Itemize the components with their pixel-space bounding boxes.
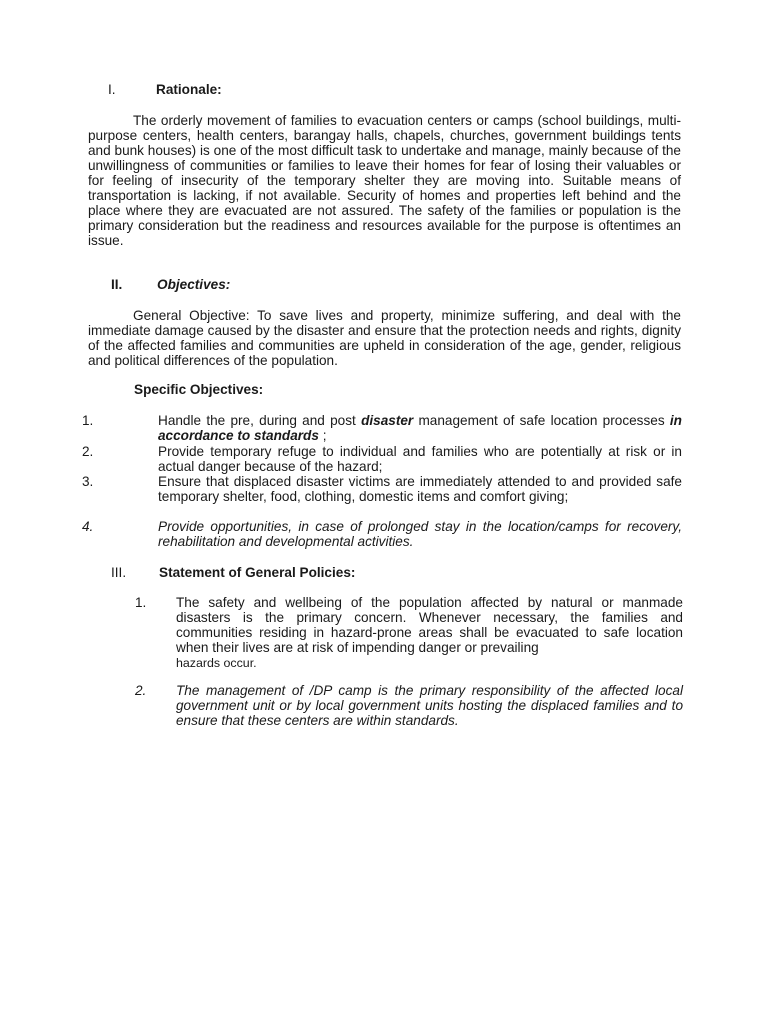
policy-text-tail: hazards occur. bbox=[176, 656, 257, 670]
policy-item: The management of /DP camp is the primary responsibility of the affected local government unit or by local government units hosting the displaced families and to ensure that these centers are within standards. bbox=[176, 683, 683, 728]
objective-item: Ensure that displaced disaster victims are immediately attended to and provided safe temporary shelter, food, clothing, domestic items and comfort giving; bbox=[158, 474, 682, 504]
objective-text: management of safe location processes bbox=[413, 413, 670, 428]
objective-text: Handle the pre, during and post bbox=[158, 413, 362, 428]
objective-item: Provide temporary refuge to individual and families who are potentially at risk or in actual danger because of the hazard; bbox=[158, 444, 682, 474]
section-1-numeral: I. bbox=[108, 82, 116, 97]
objective-number: 3. bbox=[82, 474, 94, 489]
specific-objectives-heading: Specific Objectives: bbox=[134, 382, 264, 397]
section-3-heading: Statement of General Policies: bbox=[159, 565, 356, 580]
policy-number: 2. bbox=[135, 683, 147, 698]
section-2-heading: Objectives: bbox=[157, 277, 231, 292]
rationale-paragraph: The orderly movement of families to evacuation centers or camps (school buildings, multi-purpose centers, health centers, barangay halls, chapels, churches, government buildings tents and bunk houses) is one of the most difficult task to undertake and manage, mainly because of the unwillingness of communities or families to leave their homes for fear of losing their valuables or for feeling of insecurity of the temporary shelter they are moving into. Suitable means of transportation is lacking, if not available. Security of homes and properties left behind and the place where they are evacuated are not assured. The safety of the families or population is the primary consideration but the readiness and resources available for the purpose is oftentimes an issue. bbox=[88, 113, 681, 248]
objective-item: Provide opportunities, in case of prolonged stay in the location/camps for recovery, rehabilitation and developmental activities. bbox=[158, 519, 682, 549]
objective-emphasis: disaster bbox=[361, 413, 414, 428]
objective-item bbox=[158, 413, 682, 443]
policy-text: The safety and wellbeing of the population affected by natural or manmade disasters is the primary concern. Whenever necessary, the families and communities residing in hazard-prone areas shall be evacuated to safe location when their lives are at risk of impending danger or prevailing bbox=[176, 595, 683, 655]
general-objective-paragraph: General Objective: To save lives and property, minimize suffering, and deal with the immediate damage caused by the disaster and ensure that the protection needs and rights, dignity of the affected families and communities are upheld in consideration of the age, gender, religious and political differences of the population. bbox=[88, 308, 681, 368]
section-2-numeral: II. bbox=[111, 277, 123, 292]
policy-number: 1. bbox=[135, 595, 147, 610]
policy-item bbox=[176, 595, 683, 671]
objective-number: 1. bbox=[82, 413, 94, 428]
objective-number: 4. bbox=[82, 519, 94, 534]
section-1-heading: Rationale: bbox=[156, 82, 222, 97]
objective-emphasis: in accordance to standards bbox=[158, 413, 682, 443]
objective-text: ; bbox=[318, 428, 327, 443]
objective-number: 2. bbox=[82, 444, 94, 459]
section-3-numeral: III. bbox=[111, 565, 127, 580]
